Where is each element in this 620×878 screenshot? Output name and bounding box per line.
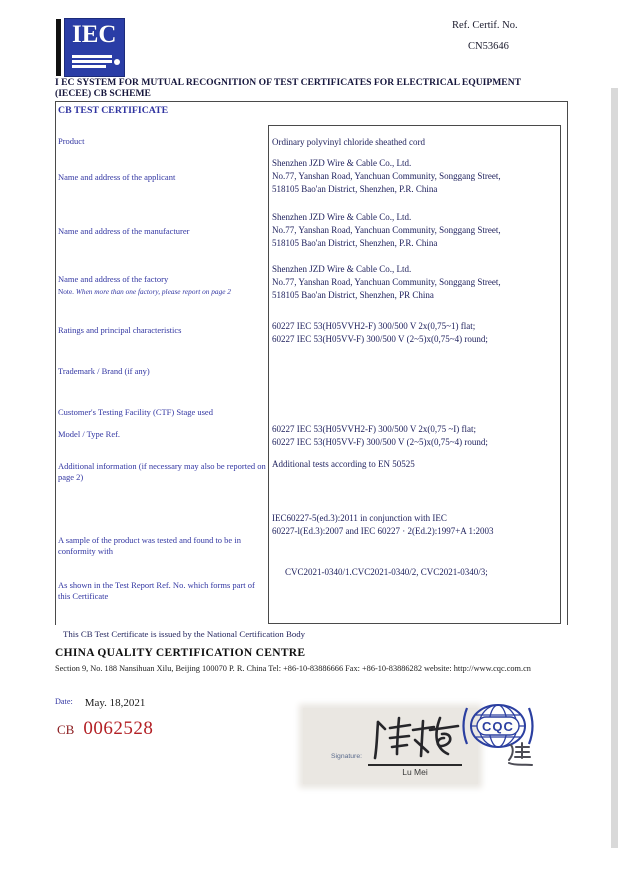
value-factory-line1: Shenzhen JZD Wire & Cable Co., Ltd. bbox=[272, 264, 412, 274]
iec-logo bbox=[56, 18, 128, 78]
label-additional-info: Additional information (if necessary may also be reported on page 2) bbox=[58, 461, 266, 482]
value-test-report: CVC2021-0340/1.CVC2021-0340/2, CVC2021-0340/3; bbox=[285, 567, 488, 577]
iec-logo-lines bbox=[72, 55, 118, 70]
value-applicant bbox=[272, 157, 558, 196]
value-manufacturer-line3: 518105 Bao'an District, Shenzhen, P.R. China bbox=[272, 238, 438, 248]
cb-prefix: CB bbox=[57, 722, 75, 737]
label-trademark: Trademark / Brand (if any) bbox=[58, 366, 150, 376]
value-applicant-line2: No.77, Yanshan Road, Yanchuan Community, Songgang Street, bbox=[272, 171, 501, 181]
iec-logo-bar bbox=[56, 19, 61, 76]
ref-certif-label: Ref. Certif. No. bbox=[452, 20, 518, 31]
value-conformity-line1: IEC60227-5(ed.3):2011 in conjunction with IEC bbox=[272, 513, 447, 523]
scheme-title-line1: I EC SYSTEM FOR MUTUAL RECOGNITION OF TEST CERTIFICATES FOR ELECTRICAL EQUIPMENT bbox=[55, 77, 522, 88]
ncb-address: Section 9, No. 188 Nansihuan Xilu, Beijing 100070 P. R. China Tel: +86-10-83886666 Fax: +86-10-83886282 website: http://www.cqc.com.cn bbox=[55, 664, 531, 673]
cb-number-row bbox=[57, 718, 153, 740]
label-product: Product bbox=[58, 136, 85, 146]
stamp-character-jian bbox=[506, 740, 534, 768]
factory-note-italic: When more than one factory, please report on page 2 bbox=[75, 287, 231, 296]
ncb-name: CHINA QUALITY CERTIFICATION CENTRE bbox=[55, 647, 306, 659]
value-ratings bbox=[272, 320, 558, 346]
value-factory-line2: No.77, Yanshan Road, Yanchuan Community, Songgang Street, bbox=[272, 277, 501, 287]
label-conformity: A sample of the product was tested and found to be in conformity with bbox=[58, 535, 241, 556]
value-manufacturer bbox=[272, 211, 558, 250]
label-factory: Name and address of the factory bbox=[58, 274, 169, 284]
value-additional-info: Additional tests according to EN 50525 bbox=[272, 459, 415, 469]
value-model-type-ref bbox=[272, 423, 558, 449]
certificate-title: CB TEST CERTIFICATE bbox=[58, 105, 169, 116]
value-conformity bbox=[272, 512, 558, 538]
date-row bbox=[55, 693, 145, 711]
certificate-value-box bbox=[268, 125, 561, 624]
iec-logo-box bbox=[64, 18, 125, 77]
signature-handwriting-image bbox=[366, 712, 464, 764]
value-factory-line3: 518105 Bao'an District, Shenzhen, PR China bbox=[272, 290, 434, 300]
ref-certif-number: CN53646 bbox=[468, 41, 509, 52]
signature-line bbox=[368, 764, 462, 766]
signature-label: Signature: bbox=[331, 753, 362, 760]
value-manufacturer-line2: No.77, Yanshan Road, Yanchuan Community, Songgang Street, bbox=[272, 225, 501, 235]
scheme-title bbox=[55, 77, 580, 99]
date-label: Date: bbox=[55, 697, 73, 706]
label-factory-note bbox=[58, 287, 266, 296]
value-conformity-line2: 60227-l(Ed.3):2007 and IEC 60227 · 2(Ed.2):1997+A 1:2003 bbox=[272, 526, 494, 536]
label-ctf-stage: Customer's Testing Facility (CTF) Stage used bbox=[58, 407, 213, 417]
cb-number: 0062528 bbox=[83, 718, 154, 739]
value-applicant-line1: Shenzhen JZD Wire & Cable Co., Ltd. bbox=[272, 158, 412, 168]
value-applicant-line3: 518105 Bao'an District, Shenzhen, P.R. China bbox=[272, 184, 438, 194]
label-model-type-ref: Model / Type Ref. bbox=[58, 429, 121, 439]
value-ratings-line1: 60227 IEC 53(H05VVH2-F) 300/500 V 2x(0,75~1) flat; bbox=[272, 321, 476, 331]
value-factory bbox=[272, 263, 558, 302]
iec-logo-dot bbox=[114, 59, 120, 65]
value-ratings-line2: 60227 IEC 53(H05VV-F) 300/500 V (2~5)x(0,75~4) round; bbox=[272, 334, 488, 344]
issued-note: This CB Test Certificate is issued by the National Certification Body bbox=[63, 629, 306, 639]
scan-edge-artifact bbox=[611, 88, 618, 848]
label-ratings: Ratings and principal characteristics bbox=[58, 325, 182, 335]
factory-note-prefix: Note. bbox=[58, 287, 75, 296]
cqc-logo-text: CQC bbox=[482, 719, 514, 734]
value-model-line2: 60227 IEC 53(H05VV-F) 300/500 V (2~5)x(0,75~4) round; bbox=[272, 437, 488, 447]
label-applicant: Name and address of the applicant bbox=[58, 172, 176, 182]
value-manufacturer-line1: Shenzhen JZD Wire & Cable Co., Ltd. bbox=[272, 212, 412, 222]
value-model-line1: 60227 IEC 53(H05VVH2-F) 300/500 V 2x(0,75 ~I) flat; bbox=[272, 424, 477, 434]
label-test-report: As shown in the Test Report Ref. No. which forms part of this Certificate bbox=[58, 580, 255, 601]
signatory-name: Lu Mei bbox=[402, 767, 428, 777]
scheme-title-line2: (IECEE) CB SCHEME bbox=[55, 88, 151, 99]
iec-logo-text: IEC bbox=[72, 21, 117, 48]
label-manufacturer: Name and address of the manufacturer bbox=[58, 226, 190, 236]
date-value: May. 18,2021 bbox=[84, 697, 146, 709]
value-product: Ordinary polyvinyl chloride sheathed cord bbox=[272, 137, 425, 147]
